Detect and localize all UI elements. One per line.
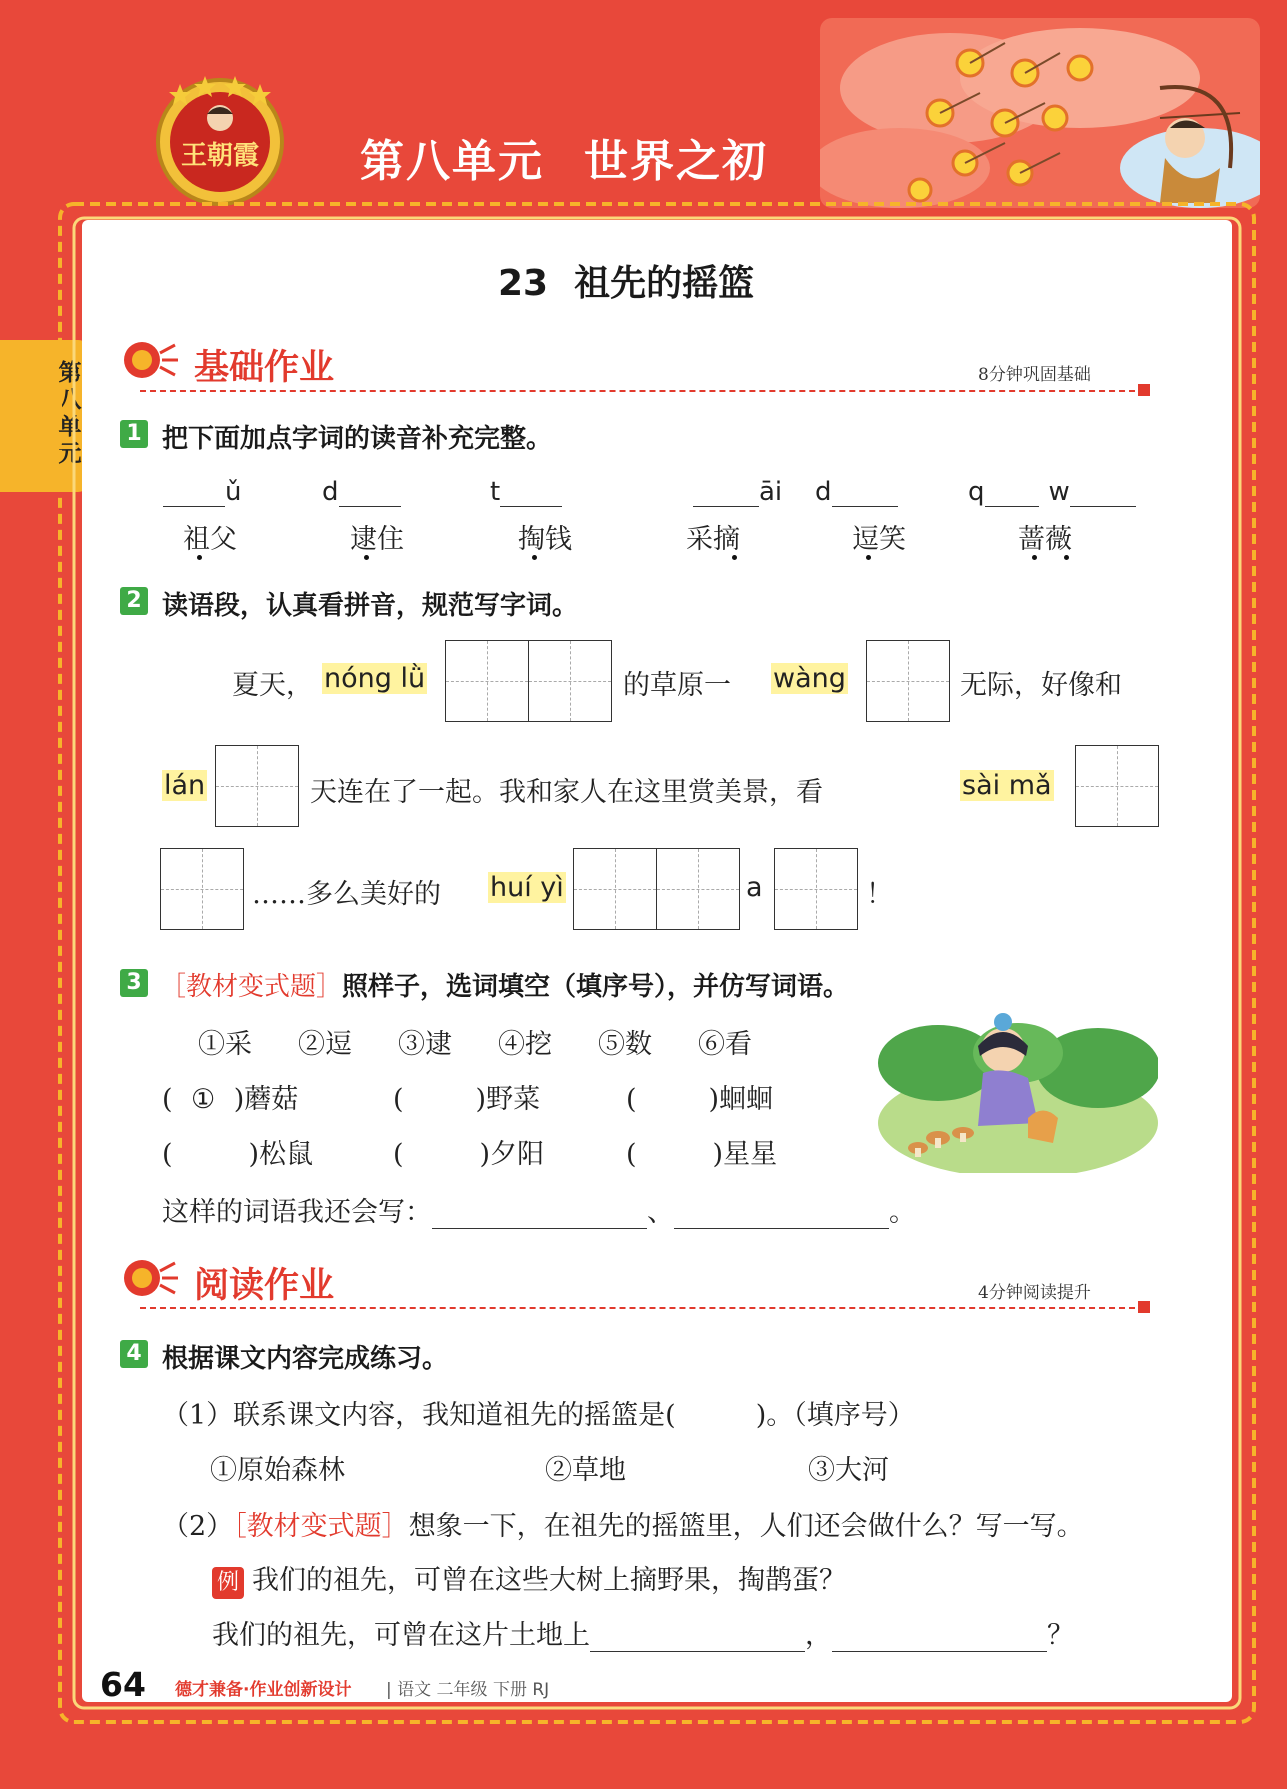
question-4-text: 根据课文内容完成练习。 — [162, 1344, 449, 1374]
question-1-number: 1 — [120, 420, 148, 448]
pinyin-blank[interactable] — [1070, 480, 1136, 507]
emphasis-dot — [732, 555, 737, 560]
q2-line1-c: 无际，好像和 — [960, 670, 1122, 701]
q3-row2-item-3: ( )星星 — [626, 1139, 778, 1170]
q1-item-5-word: 逗笑 — [852, 524, 906, 555]
girl-picking-mushrooms-illustration — [878, 1008, 1158, 1173]
brand-logo-text: 王朝霞 — [180, 141, 260, 171]
q4-example: 例 我们的祖先，可曾在这些大树上摘野果，掏鹊蛋？ — [212, 1558, 846, 1599]
section-read-divider — [140, 1307, 1145, 1309]
variant-tag: ［教材变式题］ — [160, 972, 343, 1002]
q2-line1-b: 的草原一 — [623, 670, 731, 701]
q1-item-2-pinyin — [322, 477, 401, 507]
q2-pinyin-4: sài mǎ — [962, 770, 1052, 801]
pinyin-blank[interactable] — [339, 480, 401, 507]
section-basic-title: 基础作业 — [194, 348, 335, 388]
variant-tag: ［教材变式题］ — [233, 1511, 409, 1542]
emphasis-dot — [866, 555, 871, 560]
q4-choice-1: ①原始森林 — [210, 1455, 345, 1486]
q1-item-6-word: 蔷薇 — [1018, 524, 1072, 555]
pinyin-head: q — [968, 477, 985, 507]
section-basic-divider — [140, 390, 1145, 392]
q3-row1-item-3: ( )蛔蛔 — [626, 1084, 774, 1115]
pinyin-head: d — [815, 477, 832, 507]
q3-option-6: ⑥看 — [698, 1029, 752, 1060]
q2-pinyin-6: a — [746, 872, 763, 903]
q4-write-line: 我们的祖先，可曾在这片土地上 ， ？ — [212, 1620, 1074, 1651]
write-blank[interactable] — [674, 1202, 889, 1229]
megaphone-icon — [120, 1253, 180, 1303]
writing-grid-box[interactable] — [215, 745, 299, 827]
writing-grid-box[interactable] — [573, 848, 657, 930]
lesson-number: 23 — [498, 263, 549, 304]
writing-grid-box[interactable] — [656, 848, 740, 930]
q1-item-2-word: 逮住 — [350, 524, 404, 555]
q2-line3-end: ！ — [866, 879, 893, 910]
q4-sub1: （1）联系课文内容，我知道祖先的摇篮是( )。（填序号） — [162, 1400, 915, 1431]
question-3-number: 3 — [120, 969, 148, 997]
writing-grid-box[interactable] — [528, 640, 612, 722]
section-read-subtitle: 4分钟阅读提升 — [978, 1283, 1091, 1303]
q1-item-5-pinyin — [815, 477, 898, 507]
q4-choice-3: ③大河 — [808, 1455, 889, 1486]
q2-pinyin-1: nóng lǜ — [324, 663, 426, 694]
write-blank[interactable] — [432, 1202, 647, 1229]
question-3-text: ［教材变式题］照样子，选词填空（填序号），并仿写词语。 — [160, 972, 850, 1002]
divider-end-marker — [1138, 1301, 1150, 1313]
q1-item-3-pinyin — [490, 477, 562, 507]
q2-line2-a: 天连在了一起。我和家人在这里赏美景，看 — [310, 777, 823, 808]
q3-more-words: 这样的词语我还会写： 、 。 — [162, 1197, 916, 1228]
q1-item-4-word: 采摘 — [686, 524, 740, 555]
q2-pinyin-3: lán — [164, 770, 206, 801]
section-read-title: 阅读作业 — [194, 1266, 335, 1306]
q1-item-4-pinyin — [693, 477, 782, 507]
footer-book-info: | 语文 二年级 下册 RJ — [386, 1680, 550, 1700]
pinyin-tail: ǔ — [225, 477, 242, 507]
q3-option-4: ④挖 — [498, 1029, 552, 1060]
q3-row1-item-1: ( ① )蘑菇 — [162, 1084, 299, 1115]
footer-brand: 德才兼备·作业创新设计 — [175, 1680, 352, 1700]
q3-option-3: ③逮 — [398, 1029, 452, 1060]
pinyin-tail: āi — [759, 477, 783, 507]
megaphone-icon — [120, 335, 180, 385]
q1-item-3-word: 掏钱 — [518, 524, 572, 555]
q4-sub2: （2）［教材变式题］想象一下，在祖先的摇篮里，人们还会做什么？写一写。 — [162, 1511, 1084, 1542]
question-1-text: 把下面加点字词的读音补充完整。 — [162, 424, 553, 454]
writing-grid-box[interactable] — [774, 848, 858, 930]
section-basic-subtitle: 8分钟巩固基础 — [978, 365, 1091, 385]
q1-item-1-pinyin — [163, 477, 241, 507]
unit-theme: 世界之初 — [584, 136, 768, 187]
lesson-name: 祖先的摇篮 — [574, 263, 755, 304]
lesson-title — [498, 255, 754, 306]
q1-item-1-word: 祖父 — [183, 524, 237, 555]
question-2-number: 2 — [120, 587, 148, 615]
pinyin-blank[interactable] — [163, 480, 225, 507]
pinyin-head: w — [1048, 477, 1070, 507]
pinyin-head: d — [322, 477, 339, 507]
q3-option-1: ①采 — [198, 1029, 252, 1060]
pinyin-blank[interactable] — [832, 480, 898, 507]
emphasis-dot — [197, 555, 202, 560]
example-badge: 例 — [212, 1567, 244, 1599]
q3-row1-item-2: ( )野菜 — [393, 1084, 541, 1115]
q1-item-6-pinyin — [968, 477, 1136, 507]
emphasis-dot — [364, 555, 369, 560]
emphasis-dot — [532, 555, 537, 560]
q3-option-2: ②逗 — [298, 1029, 352, 1060]
unit-side-tab-label: 第八单元 — [58, 360, 82, 467]
archer-illustration — [820, 18, 1260, 208]
writing-grid-box[interactable] — [445, 640, 529, 722]
pinyin-blank[interactable] — [500, 480, 562, 507]
pinyin-head: t — [490, 477, 501, 507]
write-blank[interactable] — [590, 1625, 805, 1652]
q4-choice-2: ②草地 — [545, 1455, 626, 1486]
question-4-number: 4 — [120, 1340, 148, 1368]
q2-pinyin-2: wàng — [773, 663, 846, 694]
q2-line3-a: ……多么美好的 — [252, 879, 441, 910]
writing-grid-box[interactable] — [160, 848, 244, 930]
emphasis-dot — [1064, 555, 1069, 560]
emphasis-dot — [1032, 555, 1037, 560]
divider-end-marker — [1138, 384, 1150, 396]
page-number: 64 — [100, 1665, 146, 1704]
page-header — [0, 0, 1287, 210]
pinyin-blank[interactable] — [693, 480, 759, 507]
writing-grid-box[interactable] — [1075, 745, 1159, 827]
pinyin-blank[interactable] — [985, 480, 1039, 507]
q3-row2-item-2: ( )夕阳 — [393, 1139, 545, 1170]
brand-logo-badge — [150, 70, 290, 210]
question-2-text: 读语段，认真看拼音，规范写字词。 — [162, 591, 579, 621]
q2-line1-a: 夏天， — [232, 670, 313, 701]
example-answer[interactable]: ① — [191, 1084, 216, 1115]
q3-row2-item-1: ( )松鼠 — [162, 1139, 314, 1170]
unit-label: 第八单元 — [360, 136, 544, 187]
unit-title — [360, 125, 808, 189]
write-blank[interactable] — [832, 1625, 1047, 1652]
q2-pinyin-5: huí yì — [490, 872, 564, 903]
writing-grid-box[interactable] — [866, 640, 950, 722]
q3-option-5: ⑤数 — [598, 1029, 652, 1060]
